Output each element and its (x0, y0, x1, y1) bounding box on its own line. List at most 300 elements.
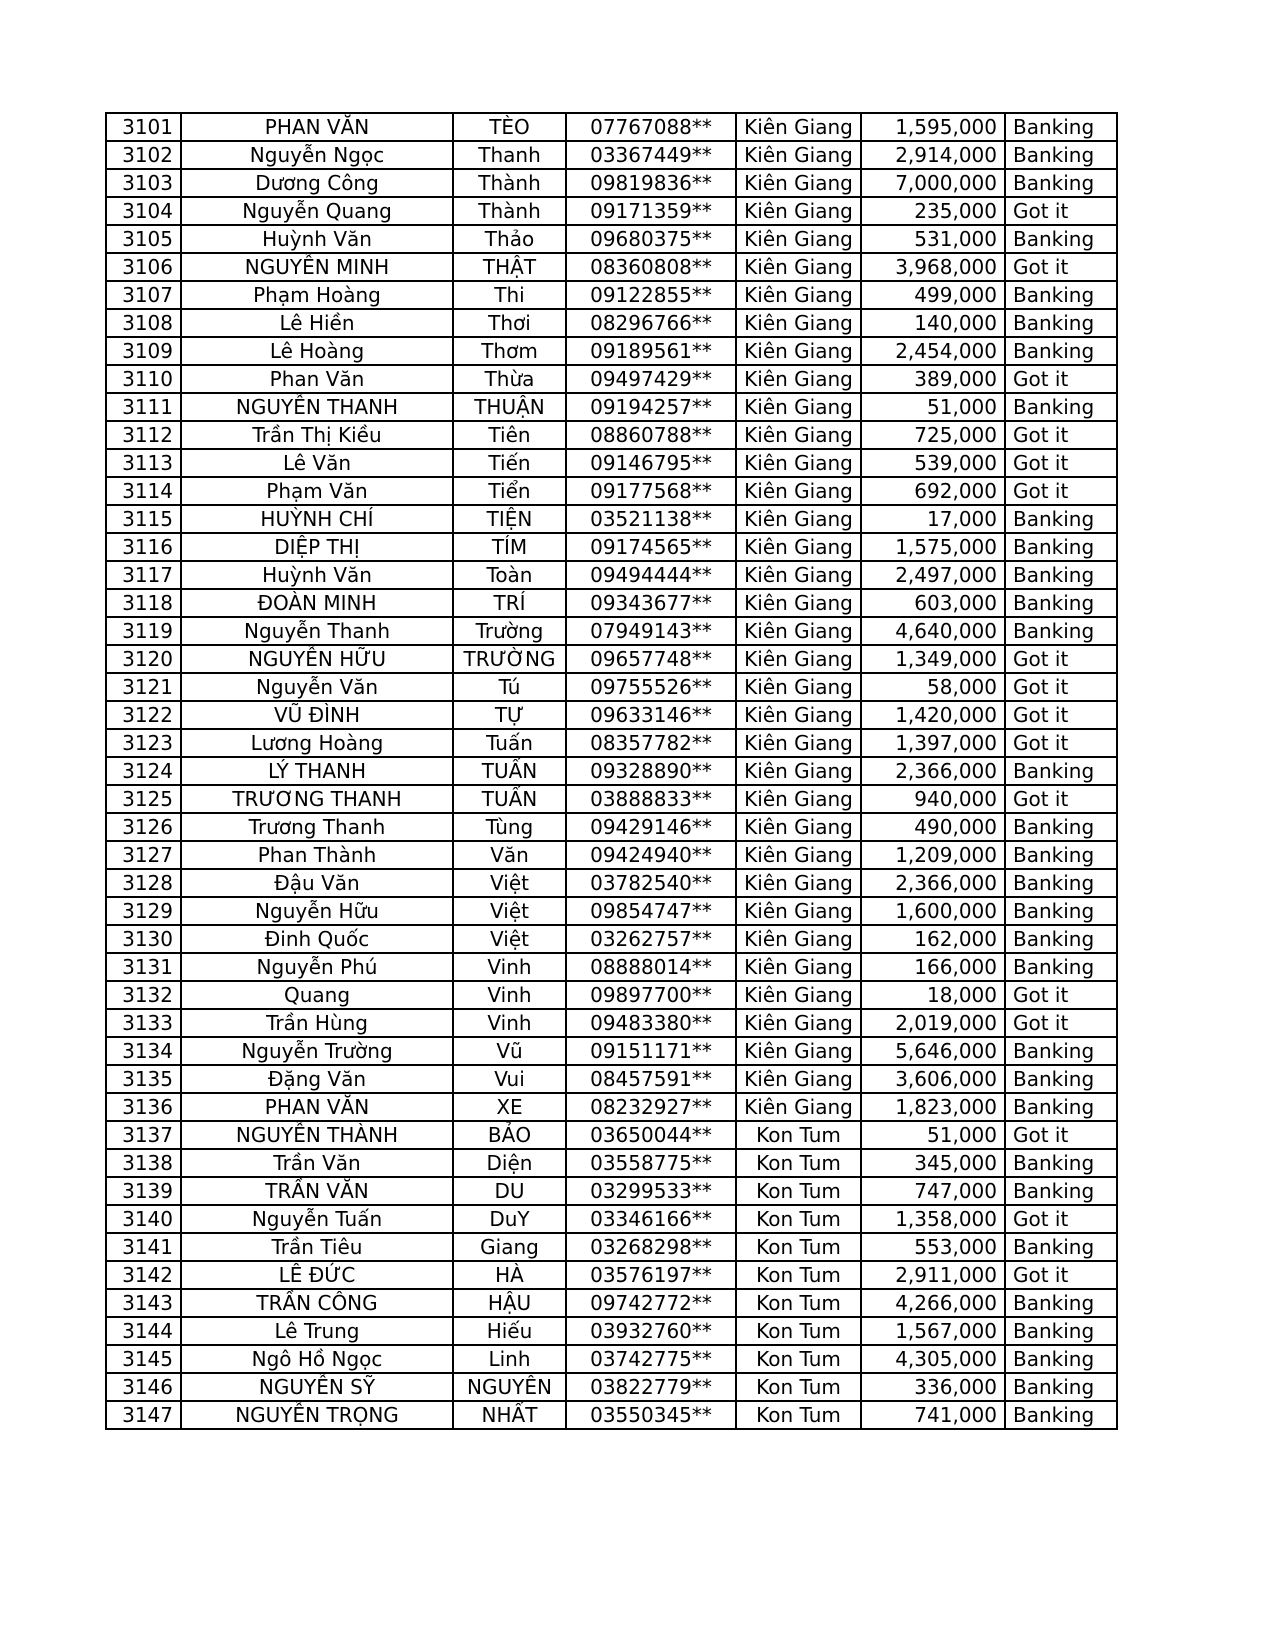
row-number-cell: 3110 (106, 365, 181, 393)
province-cell: Kon Tum (736, 1317, 861, 1345)
given-name-cell: Tiển (453, 477, 566, 505)
table-row (106, 169, 1117, 197)
surname-cell: Nguyễn Hữu (181, 897, 453, 925)
table-row (106, 197, 1117, 225)
row-number-cell: 3146 (106, 1373, 181, 1401)
table-row (106, 729, 1117, 757)
surname-cell: Lương Hoàng (181, 729, 453, 757)
amount-cell: 2,911,000 (861, 1261, 1005, 1289)
phone-cell: 03782540** (566, 869, 736, 897)
row-number-cell: 3107 (106, 281, 181, 309)
phone-cell: 08860788** (566, 421, 736, 449)
payment-method-cell: Banking (1005, 393, 1117, 421)
payment-method-cell: Banking (1005, 617, 1117, 645)
payment-method-cell: Banking (1005, 1401, 1117, 1429)
province-cell: Kiên Giang (736, 981, 861, 1009)
table-row (106, 617, 1117, 645)
province-cell: Kiên Giang (736, 421, 861, 449)
province-cell: Kiên Giang (736, 449, 861, 477)
phone-cell: 09897700** (566, 981, 736, 1009)
amount-cell: 51,000 (861, 1121, 1005, 1149)
province-cell: Kiên Giang (736, 925, 861, 953)
payment-method-cell: Banking (1005, 1065, 1117, 1093)
amount-cell: 1,349,000 (861, 645, 1005, 673)
table-row (106, 813, 1117, 841)
phone-cell: 03822779** (566, 1373, 736, 1401)
amount-cell: 336,000 (861, 1373, 1005, 1401)
row-number-cell: 3128 (106, 869, 181, 897)
data-table (105, 112, 1118, 1430)
row-number-cell: 3106 (106, 253, 181, 281)
province-cell: Kiên Giang (736, 673, 861, 701)
payment-method-cell: Banking (1005, 533, 1117, 561)
amount-cell: 2,019,000 (861, 1009, 1005, 1037)
province-cell: Kon Tum (736, 1205, 861, 1233)
surname-cell: Phạm Hoàng (181, 281, 453, 309)
given-name-cell: TÍM (453, 533, 566, 561)
table-row (106, 1233, 1117, 1261)
province-cell: Kiên Giang (736, 309, 861, 337)
surname-cell: Lê Hoàng (181, 337, 453, 365)
payment-method-cell: Got it (1005, 449, 1117, 477)
province-cell: Kiên Giang (736, 897, 861, 925)
amount-cell: 531,000 (861, 225, 1005, 253)
given-name-cell: Thơm (453, 337, 566, 365)
province-cell: Kiên Giang (736, 813, 861, 841)
given-name-cell: XE (453, 1093, 566, 1121)
surname-cell: Ngô Hồ Ngọc (181, 1345, 453, 1373)
given-name-cell: Thơi (453, 309, 566, 337)
payment-method-cell: Got it (1005, 785, 1117, 813)
payment-method-cell: Got it (1005, 673, 1117, 701)
phone-cell: 09854747** (566, 897, 736, 925)
payment-method-cell: Banking (1005, 561, 1117, 589)
amount-cell: 18,000 (861, 981, 1005, 1009)
amount-cell: 1,595,000 (861, 113, 1005, 141)
surname-cell: Phan Thành (181, 841, 453, 869)
payment-method-cell: Banking (1005, 1149, 1117, 1177)
table-row (106, 477, 1117, 505)
table-row (106, 645, 1117, 673)
province-cell: Kiên Giang (736, 113, 861, 141)
given-name-cell: Thừa (453, 365, 566, 393)
province-cell: Kon Tum (736, 1401, 861, 1429)
phone-cell: 07949143** (566, 617, 736, 645)
phone-cell: 09174565** (566, 533, 736, 561)
payment-method-cell: Got it (1005, 1009, 1117, 1037)
row-number-cell: 3121 (106, 673, 181, 701)
amount-cell: 1,567,000 (861, 1317, 1005, 1345)
table-row (106, 981, 1117, 1009)
amount-cell: 1,420,000 (861, 701, 1005, 729)
phone-cell: 03888833** (566, 785, 736, 813)
amount-cell: 1,575,000 (861, 533, 1005, 561)
payment-method-cell: Got it (1005, 253, 1117, 281)
surname-cell: Nguyễn Thanh (181, 617, 453, 645)
amount-cell: 725,000 (861, 421, 1005, 449)
phone-cell: 08888014** (566, 953, 736, 981)
table-row (106, 253, 1117, 281)
phone-cell: 03650044** (566, 1121, 736, 1149)
table-row (106, 1261, 1117, 1289)
payment-method-cell: Banking (1005, 141, 1117, 169)
row-number-cell: 3103 (106, 169, 181, 197)
phone-cell: 09424940** (566, 841, 736, 869)
payment-method-cell: Got it (1005, 1121, 1117, 1149)
payment-method-cell: Banking (1005, 1093, 1117, 1121)
amount-cell: 3,968,000 (861, 253, 1005, 281)
given-name-cell: DU (453, 1177, 566, 1205)
given-name-cell: HÀ (453, 1261, 566, 1289)
surname-cell: HUỲNH CHÍ (181, 505, 453, 533)
payment-method-cell: Got it (1005, 421, 1117, 449)
phone-cell: 09343677** (566, 589, 736, 617)
surname-cell: Phạm Văn (181, 477, 453, 505)
province-cell: Kiên Giang (736, 1009, 861, 1037)
province-cell: Kiên Giang (736, 253, 861, 281)
given-name-cell: Thành (453, 169, 566, 197)
payment-method-cell: Banking (1005, 1037, 1117, 1065)
province-cell: Kiên Giang (736, 785, 861, 813)
surname-cell: Lê Văn (181, 449, 453, 477)
amount-cell: 2,366,000 (861, 757, 1005, 785)
row-number-cell: 3144 (106, 1317, 181, 1345)
row-number-cell: 3117 (106, 561, 181, 589)
given-name-cell: Tùng (453, 813, 566, 841)
province-cell: Kiên Giang (736, 281, 861, 309)
phone-cell: 09194257** (566, 393, 736, 421)
given-name-cell: Tú (453, 673, 566, 701)
row-number-cell: 3118 (106, 589, 181, 617)
given-name-cell: Giang (453, 1233, 566, 1261)
payment-method-cell: Banking (1005, 505, 1117, 533)
table-row (106, 1121, 1117, 1149)
row-number-cell: 3109 (106, 337, 181, 365)
surname-cell: Đinh Quốc (181, 925, 453, 953)
surname-cell: TRƯƠNG THANH (181, 785, 453, 813)
given-name-cell: NGUYÊN (453, 1373, 566, 1401)
payment-method-cell: Banking (1005, 1317, 1117, 1345)
given-name-cell: Toàn (453, 561, 566, 589)
given-name-cell: Linh (453, 1345, 566, 1373)
given-name-cell: Việt (453, 925, 566, 953)
given-name-cell: Trường (453, 617, 566, 645)
row-number-cell: 3140 (106, 1205, 181, 1233)
province-cell: Kiên Giang (736, 869, 861, 897)
amount-cell: 389,000 (861, 365, 1005, 393)
phone-cell: 08357782** (566, 729, 736, 757)
phone-cell: 03346166** (566, 1205, 736, 1233)
province-cell: Kiên Giang (736, 561, 861, 589)
table-row (106, 841, 1117, 869)
payment-method-cell: Banking (1005, 813, 1117, 841)
given-name-cell: Vinh (453, 953, 566, 981)
phone-cell: 08457591** (566, 1065, 736, 1093)
table-row (106, 449, 1117, 477)
given-name-cell: THUẬN (453, 393, 566, 421)
payment-method-cell: Banking (1005, 1345, 1117, 1373)
amount-cell: 1,823,000 (861, 1093, 1005, 1121)
table-row (106, 757, 1117, 785)
given-name-cell: NHẤT (453, 1401, 566, 1429)
phone-cell: 09742772** (566, 1289, 736, 1317)
given-name-cell: Việt (453, 869, 566, 897)
given-name-cell: Thanh (453, 141, 566, 169)
amount-cell: 1,600,000 (861, 897, 1005, 925)
amount-cell: 345,000 (861, 1149, 1005, 1177)
table-row (106, 141, 1117, 169)
phone-cell: 03299533** (566, 1177, 736, 1205)
phone-cell: 07767088** (566, 113, 736, 141)
payment-method-cell: Got it (1005, 701, 1117, 729)
province-cell: Kiên Giang (736, 197, 861, 225)
province-cell: Kon Tum (736, 1261, 861, 1289)
surname-cell: Lê Trung (181, 1317, 453, 1345)
table-row (106, 1401, 1117, 1429)
payment-method-cell: Got it (1005, 1205, 1117, 1233)
province-cell: Kiên Giang (736, 225, 861, 253)
surname-cell: PHAN VĂN (181, 113, 453, 141)
payment-method-cell: Banking (1005, 1177, 1117, 1205)
province-cell: Kiên Giang (736, 1093, 861, 1121)
amount-cell: 4,305,000 (861, 1345, 1005, 1373)
surname-cell: NGUYỄN HỮU (181, 645, 453, 673)
surname-cell: Trần Tiêu (181, 1233, 453, 1261)
row-number-cell: 3135 (106, 1065, 181, 1093)
payment-method-cell: Got it (1005, 645, 1117, 673)
phone-cell: 03742775** (566, 1345, 736, 1373)
row-number-cell: 3133 (106, 1009, 181, 1037)
row-number-cell: 3122 (106, 701, 181, 729)
table-body (106, 113, 1117, 1429)
payment-method-cell: Got it (1005, 1261, 1117, 1289)
phone-cell: 09819836** (566, 169, 736, 197)
row-number-cell: 3137 (106, 1121, 181, 1149)
phone-cell: 08360808** (566, 253, 736, 281)
surname-cell: Lê Hiền (181, 309, 453, 337)
row-number-cell: 3111 (106, 393, 181, 421)
amount-cell: 17,000 (861, 505, 1005, 533)
given-name-cell: TUẤN (453, 785, 566, 813)
surname-cell: NGUYỄN THÀNH (181, 1121, 453, 1149)
phone-cell: 03576197** (566, 1261, 736, 1289)
given-name-cell: Tuấn (453, 729, 566, 757)
surname-cell: Trần Văn (181, 1149, 453, 1177)
surname-cell: LÝ THANH (181, 757, 453, 785)
amount-cell: 603,000 (861, 589, 1005, 617)
row-number-cell: 3104 (106, 197, 181, 225)
row-number-cell: 3130 (106, 925, 181, 953)
phone-cell: 09151171** (566, 1037, 736, 1065)
row-number-cell: 3116 (106, 533, 181, 561)
surname-cell: Trần Thị Kiều (181, 421, 453, 449)
row-number-cell: 3119 (106, 617, 181, 645)
table-row (106, 953, 1117, 981)
surname-cell: Đặng Văn (181, 1065, 453, 1093)
payment-method-cell: Banking (1005, 169, 1117, 197)
surname-cell: Nguyễn Quang (181, 197, 453, 225)
given-name-cell: THẬT (453, 253, 566, 281)
surname-cell: Dương Công (181, 169, 453, 197)
province-cell: Kiên Giang (736, 701, 861, 729)
table-row (106, 1093, 1117, 1121)
amount-cell: 51,000 (861, 393, 1005, 421)
province-cell: Kiên Giang (736, 757, 861, 785)
row-number-cell: 3126 (106, 813, 181, 841)
given-name-cell: Tiến (453, 449, 566, 477)
table-row (106, 393, 1117, 421)
province-cell: Kiên Giang (736, 589, 861, 617)
given-name-cell: TIỆN (453, 505, 566, 533)
payment-method-cell: Banking (1005, 1289, 1117, 1317)
amount-cell: 4,640,000 (861, 617, 1005, 645)
row-number-cell: 3131 (106, 953, 181, 981)
table-row (106, 1177, 1117, 1205)
province-cell: Kiên Giang (736, 1065, 861, 1093)
table-row (106, 1317, 1117, 1345)
amount-cell: 140,000 (861, 309, 1005, 337)
given-name-cell: Hiếu (453, 1317, 566, 1345)
surname-cell: DIỆP THỊ (181, 533, 453, 561)
row-number-cell: 3112 (106, 421, 181, 449)
province-cell: Kiên Giang (736, 169, 861, 197)
amount-cell: 166,000 (861, 953, 1005, 981)
amount-cell: 539,000 (861, 449, 1005, 477)
surname-cell: Nguyễn Tuấn (181, 1205, 453, 1233)
table-row (106, 1009, 1117, 1037)
phone-cell: 09328890** (566, 757, 736, 785)
amount-cell: 692,000 (861, 477, 1005, 505)
given-name-cell: Vũ (453, 1037, 566, 1065)
given-name-cell: Tiên (453, 421, 566, 449)
province-cell: Kiên Giang (736, 841, 861, 869)
row-number-cell: 3115 (106, 505, 181, 533)
given-name-cell: TRƯỜNG (453, 645, 566, 673)
province-cell: Kiên Giang (736, 477, 861, 505)
given-name-cell: HẬU (453, 1289, 566, 1317)
amount-cell: 1,358,000 (861, 1205, 1005, 1233)
given-name-cell: Diện (453, 1149, 566, 1177)
table-row (106, 925, 1117, 953)
row-number-cell: 3125 (106, 785, 181, 813)
amount-cell: 1,397,000 (861, 729, 1005, 757)
surname-cell: Trần Hùng (181, 1009, 453, 1037)
payment-method-cell: Banking (1005, 757, 1117, 785)
phone-cell: 09755526** (566, 673, 736, 701)
table-row (106, 869, 1117, 897)
amount-cell: 235,000 (861, 197, 1005, 225)
amount-cell: 490,000 (861, 813, 1005, 841)
row-number-cell: 3134 (106, 1037, 181, 1065)
surname-cell: VŨ ĐÌNH (181, 701, 453, 729)
phone-cell: 08232927** (566, 1093, 736, 1121)
row-number-cell: 3105 (106, 225, 181, 253)
payment-method-cell: Got it (1005, 729, 1117, 757)
given-name-cell: Việt (453, 897, 566, 925)
province-cell: Kon Tum (736, 1289, 861, 1317)
phone-cell: 09657748** (566, 645, 736, 673)
amount-cell: 499,000 (861, 281, 1005, 309)
amount-cell: 2,914,000 (861, 141, 1005, 169)
row-number-cell: 3102 (106, 141, 181, 169)
province-cell: Kon Tum (736, 1177, 861, 1205)
phone-cell: 09146795** (566, 449, 736, 477)
table-row (106, 1345, 1117, 1373)
given-name-cell: Văn (453, 841, 566, 869)
payment-method-cell: Banking (1005, 1373, 1117, 1401)
province-cell: Kon Tum (736, 1373, 861, 1401)
table-row (106, 561, 1117, 589)
payment-method-cell: Banking (1005, 589, 1117, 617)
payment-method-cell: Banking (1005, 225, 1117, 253)
given-name-cell: Vinh (453, 981, 566, 1009)
amount-cell: 4,266,000 (861, 1289, 1005, 1317)
table-row (106, 505, 1117, 533)
surname-cell: Đậu Văn (181, 869, 453, 897)
amount-cell: 5,646,000 (861, 1037, 1005, 1065)
row-number-cell: 3147 (106, 1401, 181, 1429)
row-number-cell: 3108 (106, 309, 181, 337)
province-cell: Kon Tum (736, 1149, 861, 1177)
payment-method-cell: Banking (1005, 953, 1117, 981)
phone-cell: 03558775** (566, 1149, 736, 1177)
amount-cell: 747,000 (861, 1177, 1005, 1205)
table-row (106, 589, 1117, 617)
amount-cell: 162,000 (861, 925, 1005, 953)
row-number-cell: 3129 (106, 897, 181, 925)
phone-cell: 03932760** (566, 1317, 736, 1345)
province-cell: Kon Tum (736, 1345, 861, 1373)
surname-cell: NGUYỄN THANH (181, 393, 453, 421)
province-cell: Kiên Giang (736, 1037, 861, 1065)
phone-cell: 09494444** (566, 561, 736, 589)
phone-cell: 09633146** (566, 701, 736, 729)
table-row (106, 113, 1117, 141)
phone-cell: 09171359** (566, 197, 736, 225)
given-name-cell: BẢO (453, 1121, 566, 1149)
table-row (106, 281, 1117, 309)
surname-cell: Trương Thanh (181, 813, 453, 841)
row-number-cell: 3142 (106, 1261, 181, 1289)
province-cell: Kiên Giang (736, 141, 861, 169)
table-row (106, 1289, 1117, 1317)
table-row (106, 785, 1117, 813)
given-name-cell: TÈO (453, 113, 566, 141)
province-cell: Kiên Giang (736, 337, 861, 365)
amount-cell: 7,000,000 (861, 169, 1005, 197)
row-number-cell: 3113 (106, 449, 181, 477)
given-name-cell: TRÍ (453, 589, 566, 617)
table-row (106, 533, 1117, 561)
table-row (106, 225, 1117, 253)
payment-method-cell: Got it (1005, 477, 1117, 505)
row-number-cell: 3114 (106, 477, 181, 505)
row-number-cell: 3123 (106, 729, 181, 757)
surname-cell: Huỳnh Văn (181, 561, 453, 589)
amount-cell: 2,454,000 (861, 337, 1005, 365)
phone-cell: 03550345** (566, 1401, 736, 1429)
payment-method-cell: Got it (1005, 365, 1117, 393)
payment-method-cell: Banking (1005, 925, 1117, 953)
amount-cell: 741,000 (861, 1401, 1005, 1429)
payment-method-cell: Banking (1005, 309, 1117, 337)
province-cell: Kiên Giang (736, 953, 861, 981)
surname-cell: Phan Văn (181, 365, 453, 393)
given-name-cell: DuY (453, 1205, 566, 1233)
table-row (106, 701, 1117, 729)
phone-cell: 03262757** (566, 925, 736, 953)
surname-cell: ĐOÀN MINH (181, 589, 453, 617)
